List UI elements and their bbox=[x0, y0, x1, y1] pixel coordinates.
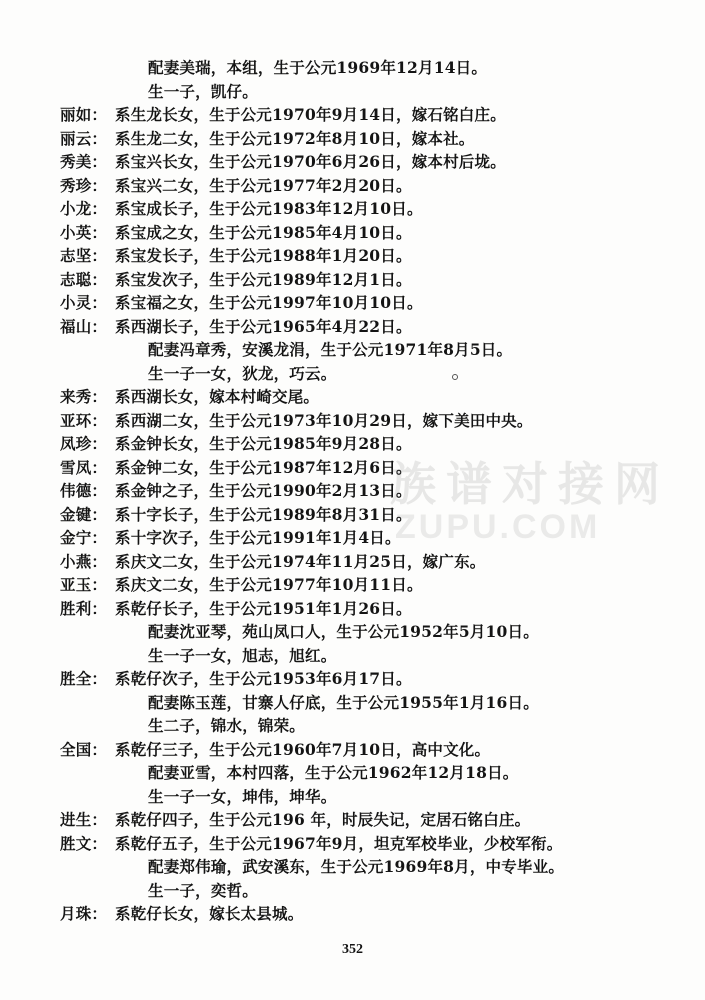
entry-text: 系宝成长子，生于公元1983年12月10日。 bbox=[115, 199, 423, 218]
entry-line bbox=[0, 644, 705, 668]
entry-line bbox=[0, 526, 705, 550]
entry-line bbox=[0, 691, 705, 715]
person-name: 志坚： bbox=[60, 246, 108, 265]
person-name: 秀珍： bbox=[60, 175, 108, 195]
entry-line bbox=[0, 808, 705, 832]
entry-line bbox=[0, 221, 705, 245]
entry-text: 系乾仔次子，生于公元1953年6月17日。 bbox=[115, 669, 412, 688]
entry-line bbox=[0, 150, 705, 174]
entry-text: 生一子一女，坤伟，坤华。 bbox=[148, 786, 337, 806]
person-name: 小英： bbox=[60, 222, 108, 242]
entry-line bbox=[0, 291, 705, 315]
person-name: 凤珍： bbox=[60, 434, 108, 453]
entry-line bbox=[0, 667, 705, 691]
entry-text: 系西湖二女，生于公元1973年10月29日，嫁下美田中央。 bbox=[115, 410, 533, 430]
person-name: 胜利： bbox=[60, 598, 108, 618]
entry-text: 系宝成之女，生于公元1985年4月10日。 bbox=[115, 222, 412, 242]
entry-line bbox=[0, 409, 705, 433]
entry-line bbox=[0, 362, 705, 386]
watermark-text: 族谱对接网 bbox=[390, 457, 670, 511]
entry-line bbox=[0, 855, 705, 879]
entry-text: 系宝福之女，生于公元1997年10月10日。 bbox=[115, 293, 423, 312]
entry-line bbox=[0, 385, 705, 409]
entry-line bbox=[0, 197, 705, 221]
genealogy-entries bbox=[0, 56, 705, 926]
entry-line bbox=[0, 127, 705, 151]
entry-line bbox=[0, 80, 705, 104]
entry-text: 系乾仔三子，生于公元1960年7月10日，高中文化。 bbox=[115, 739, 491, 759]
entry-line bbox=[0, 456, 705, 480]
person-name: 亚环： bbox=[60, 410, 108, 430]
person-name: 来秀： bbox=[60, 387, 108, 406]
entry-line bbox=[0, 338, 705, 362]
person-name: 福山： bbox=[60, 316, 108, 336]
entry-text: 系生龙长女，生于公元1970年9月14日，嫁石铭白庄。 bbox=[115, 105, 506, 124]
person-name: 雪凤： bbox=[60, 457, 108, 477]
person-name: 金宁： bbox=[60, 528, 108, 547]
entry-text: 系庆文二女，生于公元1974年11月25日，嫁广东。 bbox=[115, 551, 486, 571]
page-number: 352 bbox=[342, 942, 363, 957]
entry-line bbox=[0, 879, 705, 903]
entry-text: 生一子一女，狄龙，巧云。 bbox=[148, 363, 337, 383]
entry-line bbox=[0, 56, 705, 80]
person-name: 伟德： bbox=[60, 481, 108, 500]
entry-text: 系宝兴二女，生于公元1977年2月20日。 bbox=[115, 175, 412, 195]
entry-line bbox=[0, 832, 705, 856]
entry-line bbox=[0, 761, 705, 785]
entry-text: 系西湖长女，嫁本村崎交尾。 bbox=[115, 387, 320, 406]
entry-text: 系金钟长女，生于公元1985年9月28日。 bbox=[115, 434, 412, 453]
entry-line bbox=[0, 902, 705, 926]
person-name: 小龙： bbox=[60, 199, 108, 218]
person-name: 全国： bbox=[60, 739, 108, 759]
entry-text: 配妻沈亚琴，苑山凤口人，生于公元1952年5月10日。 bbox=[148, 622, 539, 641]
entry-text: 配妻郑伟瑜，武安溪东，生于公元1969年8月，中专毕业。 bbox=[148, 857, 565, 876]
person-name: 月珠： bbox=[60, 904, 108, 923]
entry-text: 系十字长子，生于公元1989年8月31日。 bbox=[115, 504, 412, 524]
entry-text: 系生龙二女，生于公元1972年8月10日，嫁本社。 bbox=[115, 128, 475, 148]
entry-text: 系宝发长子，生于公元1988年1月20日。 bbox=[115, 246, 412, 265]
entry-text: 系乾仔长子，生于公元1951年1月26日。 bbox=[115, 598, 412, 618]
entry-text: 生二子，锦水，锦荣。 bbox=[148, 716, 306, 735]
entry-text: 系庆文二女，生于公元1977年10月11日。 bbox=[115, 575, 423, 594]
entry-line bbox=[0, 620, 705, 644]
person-name: 小灵： bbox=[60, 293, 108, 312]
person-name: 胜文： bbox=[60, 833, 108, 853]
person-name: 胜全： bbox=[60, 669, 108, 688]
entry-text: 系西湖长子，生于公元1965年4月22日。 bbox=[115, 316, 412, 336]
entry-line bbox=[0, 315, 705, 339]
person-name: 小燕： bbox=[60, 551, 108, 571]
person-name: 丽如： bbox=[60, 105, 108, 124]
person-name: 秀美： bbox=[60, 152, 108, 171]
entry-line bbox=[0, 714, 705, 738]
entry-text: 配妻美瑞，本组，生于公元1969年12月14日。 bbox=[148, 58, 488, 77]
ink-speck bbox=[452, 374, 458, 380]
entry-line bbox=[0, 174, 705, 198]
entry-text: 系十字次子，生于公元1991年1月4日。 bbox=[115, 528, 401, 547]
entry-text: 系宝兴长女，生于公元1970年6月26日，嫁本村后垅。 bbox=[115, 152, 506, 171]
entry-text: 系乾仔四子，生于公元196 年，时辰失记，定居石铭白庄。 bbox=[115, 810, 531, 829]
entry-line bbox=[0, 503, 705, 527]
entry-text: 生一子，凯仔。 bbox=[148, 81, 258, 101]
entry-text: 系金钟之子，生于公元1990年2月13日。 bbox=[115, 481, 412, 500]
entry-text: 配妻亚雪，本村四落，生于公元1962年12月18日。 bbox=[148, 763, 519, 782]
entry-line bbox=[0, 103, 705, 127]
entry-line bbox=[0, 785, 705, 809]
person-name: 亚玉： bbox=[60, 575, 108, 594]
entry-line bbox=[0, 432, 705, 456]
person-name: 志聪： bbox=[60, 269, 108, 289]
entry-line bbox=[0, 738, 705, 762]
entry-line bbox=[0, 479, 705, 503]
entry-text: 系乾仔五子，生于公元1967年9月，坦克军校毕业，少校军衔。 bbox=[115, 833, 563, 853]
entry-text: 系宝发次子，生于公元1989年12月1日。 bbox=[115, 269, 412, 289]
entry-line bbox=[0, 597, 705, 621]
entry-line bbox=[0, 573, 705, 597]
entry-text: 生一子一女，旭志，旭红。 bbox=[148, 645, 337, 665]
entry-text: 配妻陈玉莲，甘寨人仔底，生于公元1955年1月16日。 bbox=[148, 692, 539, 712]
entry-line bbox=[0, 244, 705, 268]
entry-text: 配妻冯章秀，安溪龙涓，生于公元1971年8月5日。 bbox=[148, 340, 513, 359]
watermark-url: ZUPU.COM bbox=[395, 508, 601, 546]
entry-text: 系乾仔长女，嫁长太县城。 bbox=[115, 904, 304, 923]
person-name: 金键： bbox=[60, 504, 108, 524]
entry-line bbox=[0, 268, 705, 292]
entry-text: 系金钟二女，生于公元1987年12月6日。 bbox=[115, 457, 412, 477]
entry-line bbox=[0, 550, 705, 574]
person-name: 丽云： bbox=[60, 128, 108, 148]
entry-text: 生一子，奕哲。 bbox=[148, 880, 258, 900]
person-name: 进生： bbox=[60, 810, 108, 829]
